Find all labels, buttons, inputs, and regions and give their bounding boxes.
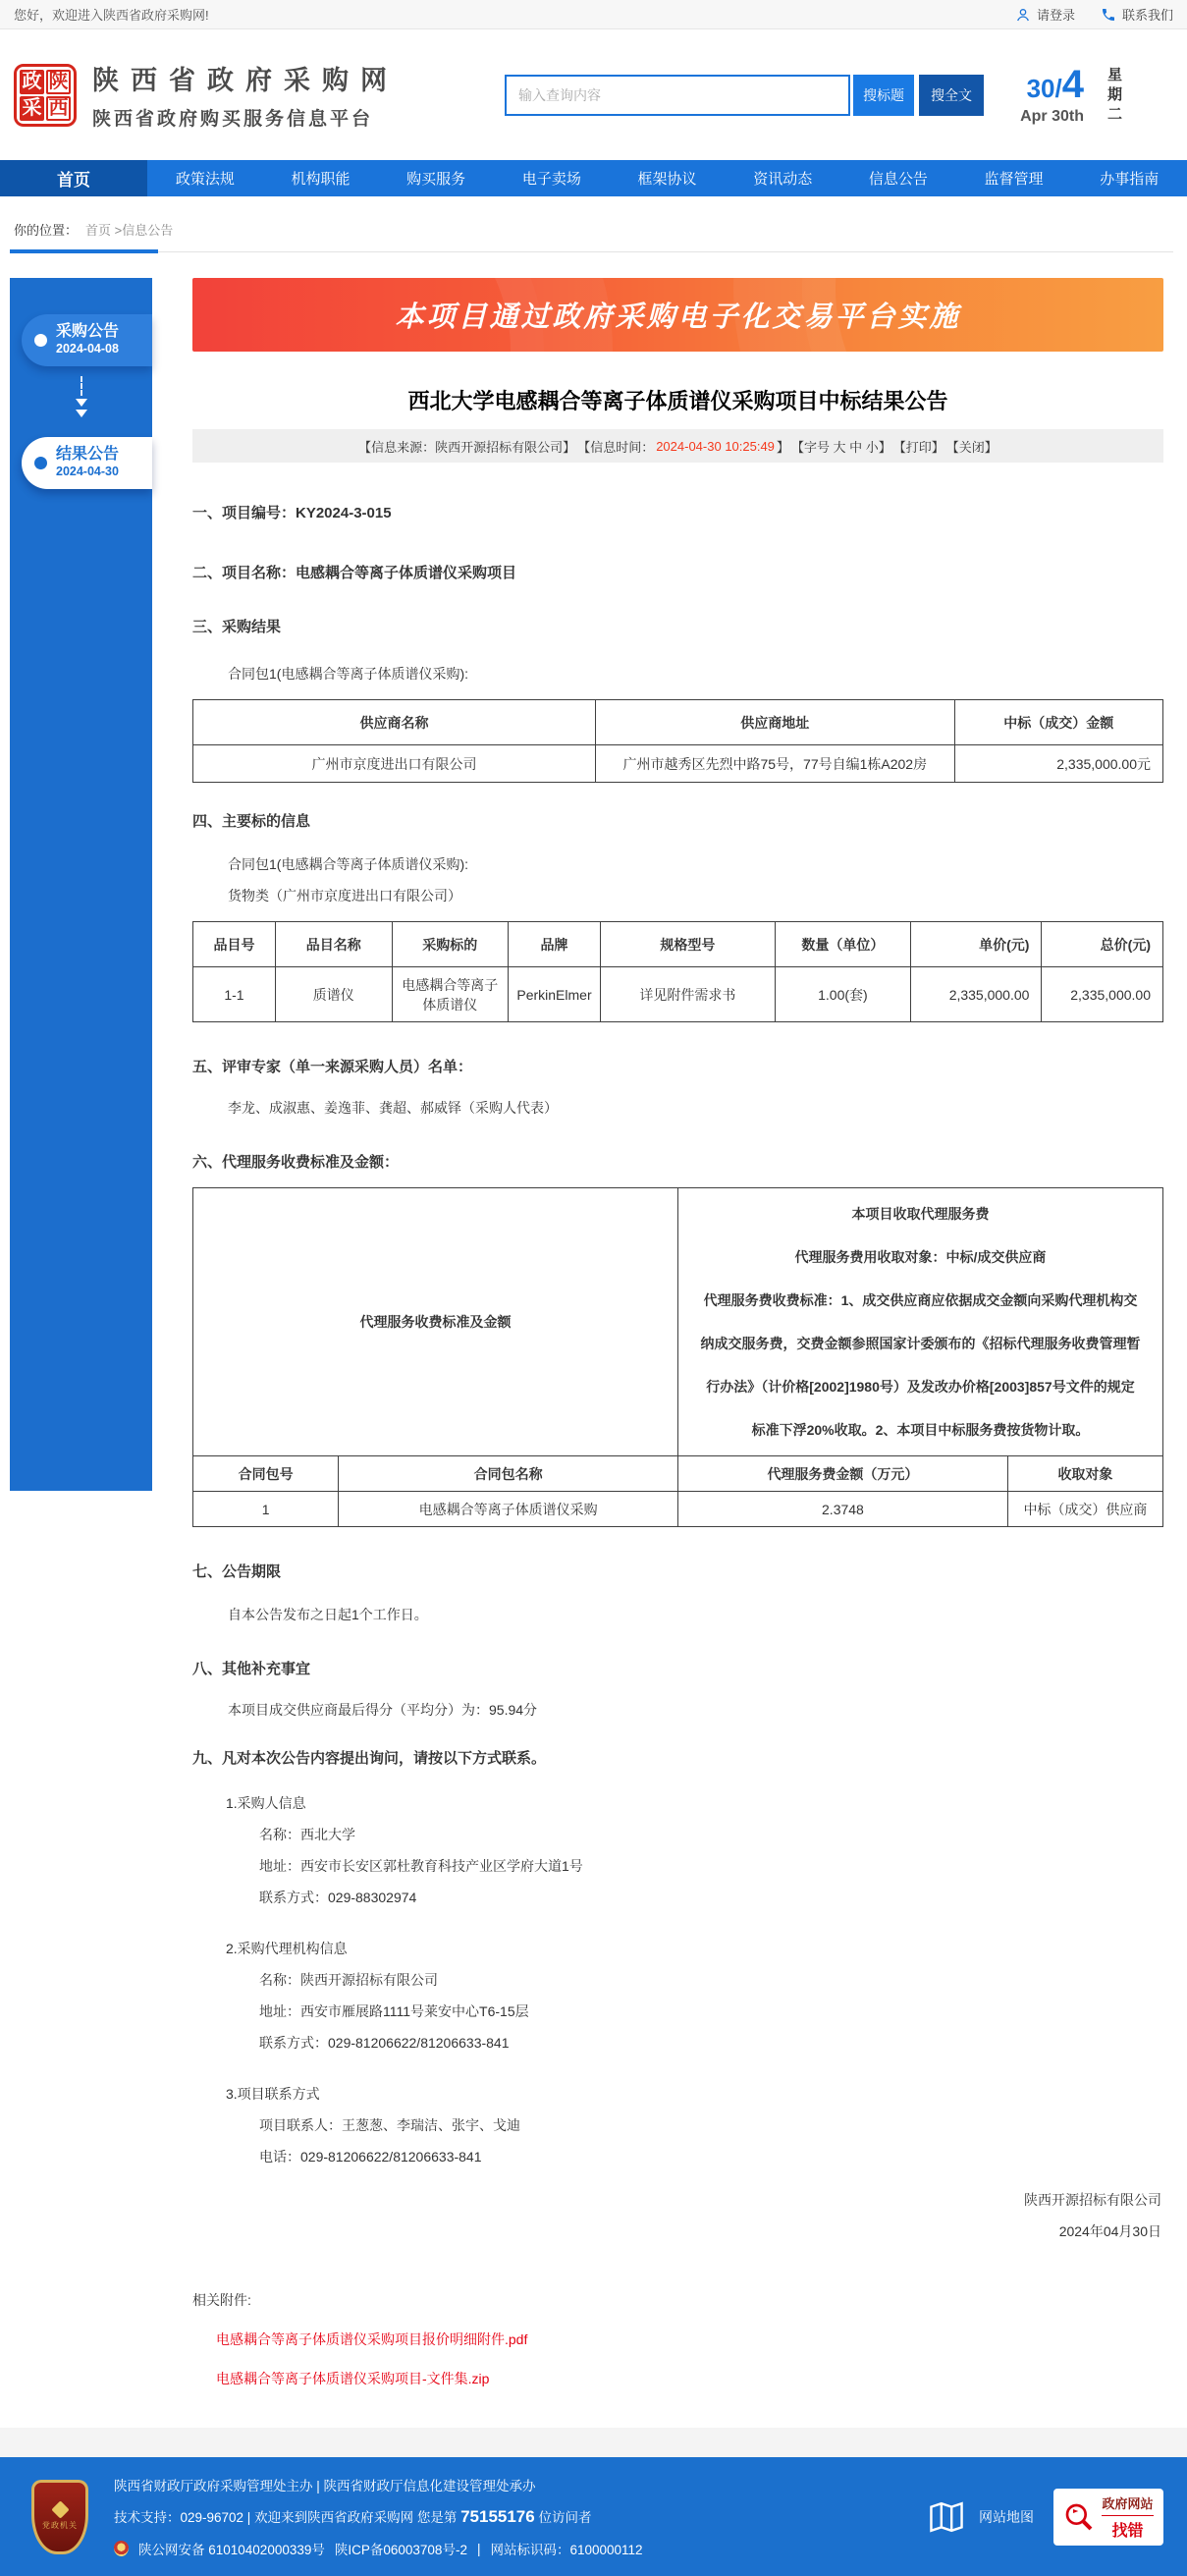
search-area [505, 75, 984, 116]
main-nav [0, 160, 1187, 196]
nav-item-policy[interactable]: 政策法规 [175, 171, 235, 188]
login-link[interactable] [1015, 5, 1075, 24]
gov-site-label: 政府网站 [1102, 2495, 1154, 2511]
site-header [0, 29, 1187, 160]
breadcrumb-label: 你的位置： [14, 223, 79, 238]
contact-group-agency: 2.采购代理机构信息 [226, 1941, 348, 1956]
breadcrumb [14, 196, 1173, 239]
sitemap-link[interactable] [926, 2498, 1034, 2536]
table-row [193, 1492, 1163, 1527]
table-header: 供应商名称 [193, 700, 596, 745]
site-subtitle: 陕西省政府购买服务信息平台 [92, 109, 374, 130]
announcement-title: 西北大学电感耦合等离子体质谱仪采购项目中标结果公告 [407, 389, 948, 413]
contact-group-purchaser: 1.采购人信息 [226, 1795, 306, 1811]
signature-org: 陕西开源招标有限公司 [1024, 2192, 1161, 2208]
table-cell: 1 [193, 1492, 339, 1527]
seal-char: 西 [46, 96, 71, 121]
timeline-item-title: 采购公告 [56, 322, 120, 340]
site-footer [0, 2457, 1187, 2576]
login-label: 请登录 [1036, 8, 1075, 23]
attachment-link-pdf[interactable]: 电感耦合等离子体质谱仪采购项目报价明细附件.pdf [216, 2331, 528, 2347]
nav-item-supervision[interactable]: 监督管理 [984, 171, 1044, 188]
nav-item-emall[interactable]: 电子卖场 [521, 171, 581, 188]
section-5-heading: 五、评审专家（单一来源采购人员）名单： [192, 1059, 473, 1075]
topbar-links [1015, 5, 1173, 24]
table-cell: 电感耦合等离子体质谱仪采购 [339, 1492, 678, 1527]
search-input[interactable] [505, 75, 850, 116]
nav-item-home[interactable]: 首页 [0, 160, 147, 196]
table-header: 数量（单位） [775, 922, 910, 967]
table-cell: 中标（成交）供应商 [1007, 1492, 1162, 1527]
table-header-row [193, 922, 1163, 967]
logo [14, 59, 399, 131]
section-4-package: 合同包1(电感耦合等离子体质谱仪采购): [228, 856, 468, 872]
top-bar [0, 0, 1187, 29]
timeline-item-text [56, 446, 119, 481]
seal-char: 采 [20, 96, 44, 121]
police-badge-icon [114, 2541, 129, 2556]
table-header: 收取对象 [1007, 1456, 1162, 1492]
table-row [193, 745, 1163, 783]
meta-time-value: 2024-04-30 10:25:49 [656, 438, 775, 454]
timeline-item-procurement-notice[interactable] [22, 314, 152, 366]
timeline-dot-icon [34, 457, 47, 469]
emblem-text: 党政机关 [42, 2520, 78, 2530]
table-header: 品目名称 [275, 922, 392, 967]
section-5-experts: 李龙、成淑惠、姜逸菲、龚超、郝威铎（采购人代表） [228, 1100, 558, 1116]
timeline-arrow-icon [10, 376, 152, 417]
fee-note-line: 本项目收取代理服务费 [851, 1206, 990, 1222]
section-4-heading: 四、主要标的信息 [192, 813, 311, 830]
date-block [1020, 62, 1084, 126]
government-emblem-icon [31, 2480, 88, 2554]
magnifier-flag-icon [1063, 2501, 1095, 2533]
table-header: 规格型号 [600, 922, 775, 967]
item-detail-table [192, 921, 1163, 1022]
find-error-label: 找错 [1102, 2515, 1153, 2541]
section-1-project-number: 一、项目编号：KY2024-3-015 [192, 505, 392, 521]
attachment-link-zip[interactable]: 电感耦合等离子体质谱仪采购项目-文件集.zip [216, 2371, 490, 2386]
article-meta-bar [192, 429, 1163, 463]
meta-source: 【信息来源：陕西开源招标有限公司】 [358, 439, 576, 455]
seal-char: 陕 [46, 70, 71, 94]
date-english: Apr 30th [1020, 107, 1084, 125]
section-7-heading: 七、公告期限 [192, 1563, 282, 1580]
map-icon [926, 2498, 967, 2536]
table-cell: 2,335,000.00 [1042, 967, 1163, 1022]
user-icon [1015, 7, 1031, 23]
contact-line: 联系方式：029-81206622/81206633-841 [259, 2035, 510, 2051]
search-fulltext-button[interactable]: 搜全文 [919, 75, 984, 116]
table-cell: 详见附件需求书 [600, 967, 775, 1022]
contact-line: 名称：西北大学 [259, 1827, 355, 1842]
table-header: 中标（成交）金额 [954, 700, 1162, 745]
table-header: 供应商地址 [596, 700, 955, 745]
contact-line: 地址：西安市雁展路1111号莱安中心T6-15层 [259, 2003, 529, 2019]
table-cell: 电感耦合等离子体质谱仪 [392, 967, 509, 1022]
timeline-dot-icon [34, 334, 47, 347]
meta-time-label: 【信息时间： [577, 439, 655, 455]
site-code: 网站标识码：6100000112 [490, 2543, 643, 2557]
gongan-beian: 陕公网安备 61010402000339号 [138, 2543, 325, 2557]
table-header: 品目号 [193, 922, 276, 967]
table-header-row [193, 1456, 1163, 1492]
breadcrumb-current: >信息公告 [114, 223, 174, 238]
footer-right [926, 2489, 1167, 2546]
table-cell: 广州市京度进出口有限公司 [193, 745, 596, 783]
search-title-button[interactable]: 搜标题 [853, 75, 914, 116]
section-2-project-name: 二、项目名称：电感耦合等离子体质谱仪采购项目 [192, 565, 517, 581]
section-9-heading: 九、凡对本次公告内容提出询问，请按以下方式联系。 [192, 1750, 547, 1767]
meta-time-close: 】 [776, 439, 789, 455]
weekday-label: 星期二 [1106, 66, 1122, 126]
contact-line: 项目联系人：王葱葱、李瑞洁、张宇、戈迪 [259, 2117, 520, 2133]
contact-line: 地址：西安市长安区郭杜教育科技产业区学府大道1号 [259, 1858, 583, 1874]
error-report-text [1102, 2494, 1153, 2541]
table-cell [677, 1188, 1162, 1456]
section-6-heading: 六、代理服务收费标准及金额： [192, 1154, 400, 1171]
nav-item-functions[interactable]: 机构职能 [291, 171, 351, 188]
breadcrumb-divider [14, 251, 1173, 252]
table-header: 合同包号 [193, 1456, 339, 1492]
timeline-item-text [56, 323, 119, 358]
timeline-item-result-notice[interactable] [22, 437, 152, 489]
table-cell: 代理服务收费标准及金额 [193, 1188, 678, 1456]
sitemap-label: 网站地图 [979, 2508, 1034, 2525]
section-8-heading: 八、其他补充事宜 [192, 1661, 311, 1677]
print-button[interactable]: 【打印】 [892, 439, 944, 455]
nav-item-purchase-service[interactable]: 购买服务 [406, 171, 466, 188]
table-header: 合同包名称 [339, 1456, 678, 1492]
table-header: 代理服务费金额（万元） [677, 1456, 1007, 1492]
timeline-item-date: 2024-04-30 [56, 464, 119, 478]
section-3-package: 合同包1(电感耦合等离子体质谱仪采购): [228, 666, 468, 682]
breadcrumb-block [0, 196, 1187, 260]
table-header: 总价(元) [1042, 922, 1163, 967]
font-size-control[interactable]: 【字号 大 中 小】 [790, 439, 891, 455]
section-3-heading: 三、采购结果 [192, 619, 282, 635]
footer-visitor-line: 技术支持：029-96702 | 欢迎来到陕西省政府采购网 您是第 75155176 位访问者 [114, 2507, 592, 2526]
icp-beian: 陕ICP备06003708号-2 [334, 2543, 467, 2557]
table-row [193, 967, 1163, 1022]
table-cell: 2,335,000.00元 [954, 745, 1162, 783]
table-cell: 1-1 [193, 967, 276, 1022]
date-widget [1020, 62, 1173, 126]
footer-beian-line: 陕公网安备 61010402000339号 陕ICP备06003708号-2 | 网站标识码：6100000112 [114, 2539, 643, 2558]
fee-note-line: 代理服务费用收取对象：中标/成交供应商 [794, 1249, 1047, 1265]
contact-group-project: 3.项目联系方式 [226, 2086, 320, 2102]
timeline-item-title: 结果公告 [56, 445, 120, 463]
agency-fee-table [192, 1187, 1163, 1527]
signature-date: 2024年04月30日 [1058, 2223, 1161, 2239]
footer-organizer-line: 陕西省财政厅政府采购管理处主办 | 陕西省财政厅信息化建设管理处承办 [114, 2479, 536, 2494]
nav-item-news[interactable]: 资讯动态 [753, 171, 813, 188]
section-8-text: 本项目成交供应商最后得分（平均分）为：95.94分 [228, 1702, 538, 1718]
logo-seal-icon [14, 64, 77, 127]
section-7-text: 自本公告发布之日起1个工作日。 [228, 1607, 428, 1622]
table-cell: 1.00(套) [775, 967, 910, 1022]
signature-block [192, 2184, 1163, 2247]
content-area [0, 278, 1187, 2428]
table-row [193, 1188, 1163, 1456]
section-4-category: 货物类（广州市京度进出口有限公司） [228, 888, 461, 904]
contact-line: 名称：陕西开源招标有限公司 [259, 1972, 438, 1988]
emblem-torch-icon [51, 2500, 69, 2518]
nav-item-framework[interactable]: 框架协议 [637, 171, 697, 188]
site-title: 陕西省政府采购网 [92, 66, 399, 95]
breadcrumb-home-link[interactable]: 首页 [85, 223, 112, 238]
phone-icon [1101, 7, 1116, 23]
table-header: 采购标的 [392, 922, 509, 967]
table-header: 品牌 [509, 922, 601, 967]
welcome-text: 您好，欢迎进入陕西省政府采购网! [14, 8, 209, 23]
nav-item-guide[interactable]: 办事指南 [1100, 171, 1160, 188]
date-number: 30/4 [1026, 62, 1084, 106]
timeline-sidebar [10, 278, 152, 1491]
footer-text [114, 2475, 643, 2558]
timeline-item-date: 2024-04-08 [56, 341, 119, 356]
fee-note-line: 代理服务费收费标准：1、成交供应商应依据成交金额向采购代理机构交纳成交服务费，交费金额参照国家计委颁布的《招标代理服务收费管理暂行办法》（计价格[2002]1980号）及发改办价格[2003]857号文件的规定标准下浮20%收取。2、本项目中标服务费按货物计取。 [700, 1292, 1141, 1438]
table-header-row [193, 700, 1163, 745]
table-cell: 2.3748 [677, 1492, 1007, 1527]
article [192, 278, 1163, 2428]
nav-item-announcements[interactable]: 信息公告 [868, 171, 928, 188]
table-cell: PerkinElmer [509, 967, 601, 1022]
site-titles [92, 59, 399, 131]
supplier-table [192, 699, 1163, 783]
attachments-label: 相关附件: [192, 2292, 251, 2308]
breadcrumb-divider-accent [10, 249, 158, 253]
table-cell: 广州市越秀区先烈中路75号，77号自编1栋A202房 [596, 745, 955, 783]
platform-banner: 本项目通过政府采购电子化交易平台实施 [192, 278, 1163, 352]
contact-link[interactable] [1101, 5, 1173, 24]
table-cell: 2,335,000.00 [911, 967, 1042, 1022]
contact-line: 联系方式：029-88302974 [259, 1890, 417, 1905]
close-button[interactable]: 【关闭】 [945, 439, 998, 455]
error-report-widget[interactable] [1053, 2489, 1163, 2546]
contact-line: 电话：029-81206622/81206633-841 [259, 2149, 482, 2165]
footer-spacer [0, 2428, 1187, 2457]
seal-char: 政 [20, 70, 44, 94]
contact-label: 联系我们 [1121, 8, 1173, 23]
table-header: 单价(元) [911, 922, 1042, 967]
table-cell: 质谱仪 [275, 967, 392, 1022]
visitor-count: 75155176 [460, 2507, 535, 2526]
